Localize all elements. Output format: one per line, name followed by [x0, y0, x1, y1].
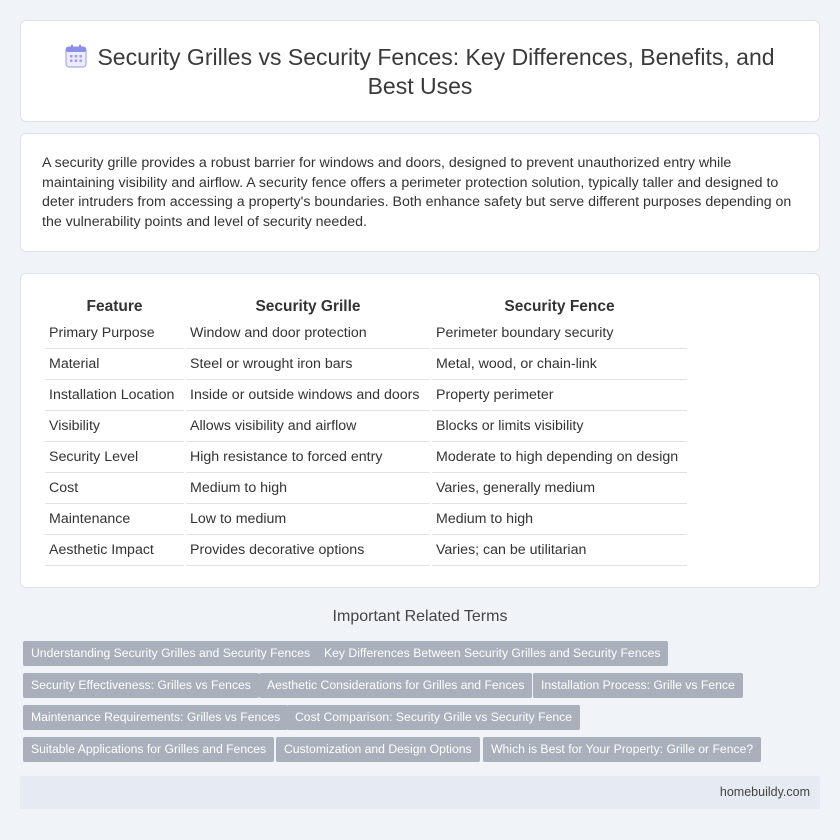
table-cell: Metal, wood, or chain-link: [432, 349, 687, 380]
table-cell: Inside or outside windows and doors: [186, 380, 430, 411]
related-tag[interactable]: Installation Process: Grille vs Fence: [533, 673, 743, 698]
table-cell: Blocks or limits visibility: [432, 411, 687, 442]
header-security-fence: Security Fence: [504, 298, 615, 315]
table-cell: Aesthetic Impact: [45, 535, 184, 566]
related-tag[interactable]: Cost Comparison: Security Grille vs Security Fence: [287, 705, 580, 730]
table-cell: Window and door protection: [186, 318, 430, 349]
table-cell: Visibility: [45, 411, 184, 442]
page-title: [51, 43, 789, 101]
table-cell: High resistance to forced entry: [186, 442, 430, 473]
table-row: [45, 318, 687, 349]
table-cell: Provides decorative options: [186, 535, 430, 566]
table-cell: Medium to high: [186, 473, 430, 504]
related-tag[interactable]: Aesthetic Considerations for Grilles and Fences: [259, 673, 532, 698]
related-tag[interactable]: Which is Best for Your Property: Grille or Fence?: [483, 737, 761, 762]
table-cell: Cost: [45, 473, 184, 504]
comparison-card: [20, 273, 820, 588]
intro-card: [20, 133, 820, 252]
table-row: [45, 349, 687, 380]
related-tag[interactable]: Understanding Security Grilles and Security Fences: [23, 641, 318, 666]
footer: [20, 776, 820, 809]
table-cell: Security Level: [45, 442, 184, 473]
related-tag[interactable]: Key Differences Between Security Grilles and Security Fences: [316, 641, 668, 666]
header-feature: Feature: [86, 298, 143, 315]
comparison-table: [43, 296, 689, 566]
table-row: [45, 411, 687, 442]
page-title-text: Security Grilles vs Security Fences: Key Differences, Benefits, and Best Uses: [97, 44, 775, 99]
table-row: [45, 442, 687, 473]
table-cell: Perimeter boundary security: [432, 318, 687, 349]
table-cell: Steel or wrought iron bars: [186, 349, 430, 380]
table-row: [45, 473, 687, 504]
intro-paragraph: A security grille provides a robust barrier for windows and doors, designed to prevent unauthorized entry while maintaining visibility and airflow. A security fence offers a perimeter protection solution, typically taller and designed to deter intruders from accessing a property's boundaries. Both enhance safety but serve different purposes depending on the vulnerability points and level of security needed.: [42, 155, 792, 230]
table-row: [45, 380, 687, 411]
table-header-row: [45, 296, 687, 318]
table-row: [45, 535, 687, 566]
title-wrap: [51, 43, 789, 101]
table-cell: Property perimeter: [432, 380, 687, 411]
table-cell: Primary Purpose: [45, 318, 184, 349]
table-cell: Maintenance: [45, 504, 184, 535]
related-tag[interactable]: Suitable Applications for Grilles and Fences: [23, 737, 274, 762]
table-cell: Varies, generally medium: [432, 473, 687, 504]
table-cell: Material: [45, 349, 184, 380]
table-cell: Low to medium: [186, 504, 430, 535]
related-tag[interactable]: Maintenance Requirements: Grilles vs Fences: [23, 705, 288, 730]
table-cell: Moderate to high depending on design: [432, 442, 687, 473]
header-security-grille: Security Grille: [255, 298, 361, 315]
table-cell: Varies; can be utilitarian: [432, 535, 687, 566]
table-row: [45, 504, 687, 535]
table-cell: Installation Location: [45, 380, 184, 411]
related-tag[interactable]: Security Effectiveness: Grilles vs Fences: [23, 673, 259, 698]
calendar-icon: [65, 44, 87, 68]
footer-site[interactable]: homebuildy.com: [719, 785, 810, 799]
related-tag[interactable]: Customization and Design Options: [276, 737, 480, 762]
header-card: [20, 20, 820, 122]
table-cell: Allows visibility and airflow: [186, 411, 430, 442]
table-cell: Medium to high: [432, 504, 687, 535]
related-terms-title: Important Related Terms: [332, 608, 508, 625]
